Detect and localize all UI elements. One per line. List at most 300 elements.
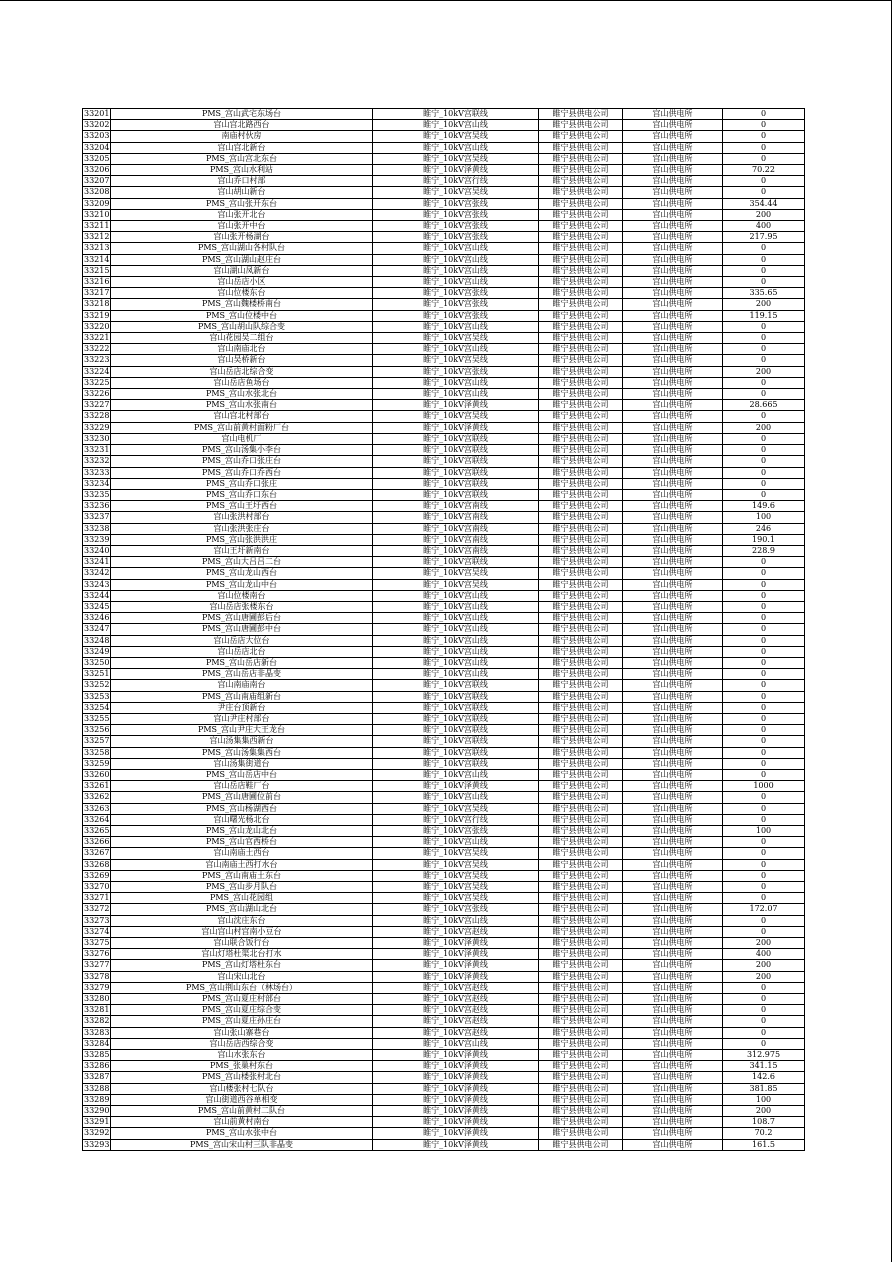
supply-office-cell: 宫山供电所 xyxy=(623,792,723,803)
row-id-cell: 33229 xyxy=(84,422,110,432)
table-row xyxy=(83,187,805,198)
value-cell: 70.2 xyxy=(723,1128,805,1139)
value-cell: 0 xyxy=(723,837,805,848)
station-name-cell: 宫山宫北新台 xyxy=(111,142,373,153)
table-row xyxy=(83,747,805,758)
station-name-cell: 宫山吴桥新台 xyxy=(111,355,373,366)
row-id-cell: 33225 xyxy=(84,377,110,387)
feeder-line-cell: 睢宁_10kV宫山线 xyxy=(373,321,539,332)
row-id-cell: 33279 xyxy=(84,982,110,992)
table-row xyxy=(83,467,805,478)
table-row xyxy=(83,198,805,209)
table-row xyxy=(83,333,805,344)
station-name-cell: 宫山南庙土西打水台 xyxy=(111,859,373,870)
station-name-cell: PMS_宫山湖山各村队台 xyxy=(111,243,373,254)
feeder-line-cell: 睢宁_10kV泽黄线 xyxy=(373,1139,539,1150)
company-cell: 睢宁县供电公司 xyxy=(539,1038,623,1049)
feeder-line-cell: 睢宁_10kV宫山线 xyxy=(373,243,539,254)
station-name-cell: 宫山位楼东台 xyxy=(111,288,373,299)
station-name-cell: 宫山宫北路西台 xyxy=(111,120,373,131)
value-cell: 0 xyxy=(723,624,805,635)
company-cell: 睢宁县供电公司 xyxy=(539,747,623,758)
value-cell: 400 xyxy=(723,221,805,232)
value-cell: 149.6 xyxy=(723,501,805,512)
feeder-line-cell: 睢宁_10kV宫张线 xyxy=(373,299,539,310)
row-id-cell: 33218 xyxy=(84,299,110,309)
station-name-cell: PMS_宫山乔口张庄台 xyxy=(111,456,373,467)
row-id-cell: 33283 xyxy=(84,1027,110,1037)
table-row xyxy=(83,165,805,176)
value-cell: 0 xyxy=(723,187,805,198)
value-cell: 0 xyxy=(723,635,805,646)
row-id-cell: 33293 xyxy=(84,1139,110,1149)
value-cell: 190.1 xyxy=(723,534,805,545)
feeder-line-cell: 睢宁_10kV宫张线 xyxy=(373,209,539,220)
table-row xyxy=(83,960,805,971)
value-cell: 200 xyxy=(723,938,805,949)
station-name-cell: PMS_宫山水张北台 xyxy=(111,389,373,400)
feeder-line-cell: 睢宁_10kV宫赵线 xyxy=(373,1016,539,1027)
feeder-line-cell: 睢宁_10kV宫山线 xyxy=(373,1038,539,1049)
table-row xyxy=(83,579,805,590)
value-cell: 0 xyxy=(723,646,805,657)
station-name-cell: PMS_宫山湖山赵庄台 xyxy=(111,254,373,265)
station-name-cell: 宫山岳店北综合变 xyxy=(111,366,373,377)
station-name-cell: 宫山南庙土西台 xyxy=(111,848,373,859)
table-row xyxy=(83,848,805,859)
company-cell: 睢宁县供电公司 xyxy=(539,882,623,893)
company-cell: 睢宁县供电公司 xyxy=(539,579,623,590)
row-id-cell: 33255 xyxy=(84,713,110,723)
supply-office-cell: 宫山供电所 xyxy=(623,557,723,568)
value-cell: 0 xyxy=(723,557,805,568)
supply-office-cell: 宫山供电所 xyxy=(623,187,723,198)
company-cell: 睢宁县供电公司 xyxy=(539,814,623,825)
station-name-cell: 尹庄台顶新台 xyxy=(111,702,373,713)
value-cell: 0 xyxy=(723,433,805,444)
row-id-cell: 33285 xyxy=(84,1050,110,1060)
row-id-cell: 33287 xyxy=(84,1072,110,1082)
table-row xyxy=(83,646,805,657)
supply-office-cell: 宫山供电所 xyxy=(623,310,723,321)
company-cell: 睢宁县供电公司 xyxy=(539,781,623,792)
value-cell: 200 xyxy=(723,971,805,982)
row-id-cell: 33266 xyxy=(84,837,110,847)
company-cell: 睢宁县供电公司 xyxy=(539,669,623,680)
station-name-cell: 宫山灯塔杜渠北台打水 xyxy=(111,949,373,960)
supply-office-cell: 宫山供电所 xyxy=(623,355,723,366)
value-cell: 1000 xyxy=(723,781,805,792)
station-name-cell: PMS_宫山岳店中台 xyxy=(111,769,373,780)
table-row xyxy=(83,120,805,131)
feeder-line-cell: 睢宁_10kV宫联线 xyxy=(373,557,539,568)
row-id-cell: 33252 xyxy=(84,680,110,690)
value-cell: 0 xyxy=(723,243,805,254)
station-name-cell: 宫山宋山北台 xyxy=(111,971,373,982)
station-name-cell: PMS_宫山灯塔杜东台 xyxy=(111,960,373,971)
feeder-line-cell: 睢宁_10kV宫山线 xyxy=(373,837,539,848)
row-id-cell: 33276 xyxy=(84,949,110,959)
table-row xyxy=(83,657,805,668)
row-id-cell: 33213 xyxy=(84,243,110,253)
feeder-line-cell: 睢宁_10kV泽黄线 xyxy=(373,1106,539,1117)
supply-office-cell: 宫山供电所 xyxy=(623,893,723,904)
table-row xyxy=(83,344,805,355)
station-name-cell: PMS_宫山宫北东台 xyxy=(111,153,373,164)
value-cell: 0 xyxy=(723,1027,805,1038)
feeder-line-cell: 睢宁_10kV宫联线 xyxy=(373,736,539,747)
company-cell: 睢宁县供电公司 xyxy=(539,904,623,915)
company-cell: 睢宁县供电公司 xyxy=(539,265,623,276)
row-id-cell: 33215 xyxy=(84,265,110,275)
company-cell: 睢宁县供电公司 xyxy=(539,1083,623,1094)
table-row xyxy=(83,389,805,400)
row-id-cell: 33272 xyxy=(84,904,110,914)
company-cell: 睢宁县供电公司 xyxy=(539,725,623,736)
row-id-cell: 33210 xyxy=(84,209,110,219)
row-id-cell: 33253 xyxy=(84,691,110,701)
station-name-cell: PMS_宫山龙山西台 xyxy=(111,568,373,579)
row-id-cell: 33206 xyxy=(84,165,110,175)
supply-office-cell: 宫山供电所 xyxy=(623,982,723,993)
feeder-line-cell: 睢宁_10kV宫张线 xyxy=(373,288,539,299)
row-id-cell: 33290 xyxy=(84,1106,110,1116)
company-cell: 睢宁县供电公司 xyxy=(539,1027,623,1038)
feeder-line-cell: 睢宁_10kV宫联线 xyxy=(373,478,539,489)
value-cell: 0 xyxy=(723,321,805,332)
row-id-cell: 33249 xyxy=(84,646,110,656)
feeder-line-cell: 睢宁_10kV宫张线 xyxy=(373,198,539,209)
supply-office-cell: 宫山供电所 xyxy=(623,669,723,680)
station-name-cell: PMS_宫山魏楼桥南台 xyxy=(111,299,373,310)
row-id-cell: 33271 xyxy=(84,893,110,903)
company-cell: 睢宁县供电公司 xyxy=(539,994,623,1005)
row-id-cell: 33201 xyxy=(84,109,110,118)
table-row xyxy=(83,232,805,243)
row-id-cell: 33220 xyxy=(84,321,110,331)
station-name-cell: PMS_宫山步月队台 xyxy=(111,882,373,893)
company-cell: 睢宁县供电公司 xyxy=(539,915,623,926)
feeder-line-cell: 睢宁_10kV宫联线 xyxy=(373,489,539,500)
row-id-cell: 33269 xyxy=(84,870,110,880)
company-cell: 睢宁县供电公司 xyxy=(539,165,623,176)
company-cell: 睢宁县供电公司 xyxy=(539,467,623,478)
station-name-cell: 宫山汤集集西新台 xyxy=(111,736,373,747)
row-id-cell: 33241 xyxy=(84,557,110,567)
company-cell: 睢宁县供电公司 xyxy=(539,277,623,288)
row-id-cell: 33292 xyxy=(84,1128,110,1138)
station-name-cell: 宫山汤集街道台 xyxy=(111,758,373,769)
supply-office-cell: 宫山供电所 xyxy=(623,411,723,422)
feeder-line-cell: 睢宁_10kV宫赵线 xyxy=(373,994,539,1005)
feeder-line-cell: 睢宁_10kV宫张线 xyxy=(373,310,539,321)
table-row xyxy=(83,1117,805,1128)
table-row xyxy=(83,1005,805,1016)
value-cell: 200 xyxy=(723,209,805,220)
row-id-cell: 33211 xyxy=(84,221,110,231)
company-cell: 睢宁县供电公司 xyxy=(539,769,623,780)
supply-office-cell: 宫山供电所 xyxy=(623,153,723,164)
table-row xyxy=(83,837,805,848)
feeder-line-cell: 睢宁_10kV宫联线 xyxy=(373,467,539,478)
station-name-cell: PMS_宫山唐圃彭后台 xyxy=(111,613,373,624)
row-id-cell: 33240 xyxy=(84,545,110,555)
station-name-cell: 宫山张洪村部台 xyxy=(111,512,373,523)
station-name-cell: PMS_宫山水张中台 xyxy=(111,1128,373,1139)
supply-office-cell: 宫山供电所 xyxy=(623,1139,723,1150)
feeder-line-cell: 睢宁_10kV宫联线 xyxy=(373,691,539,702)
company-cell: 睢宁县供电公司 xyxy=(539,209,623,220)
company-cell: 睢宁县供电公司 xyxy=(539,523,623,534)
row-id-cell: 33223 xyxy=(84,355,110,365)
supply-office-cell: 宫山供电所 xyxy=(623,624,723,635)
value-cell: 0 xyxy=(723,120,805,131)
station-name-cell: PMS_宫山龙山中台 xyxy=(111,579,373,590)
station-name-cell: PMS_宫山南庙组新台 xyxy=(111,691,373,702)
table-row xyxy=(83,221,805,232)
value-cell: 0 xyxy=(723,758,805,769)
supply-office-cell: 宫山供电所 xyxy=(623,198,723,209)
table-row xyxy=(83,882,805,893)
row-id-cell: 33243 xyxy=(84,579,110,589)
table-row xyxy=(83,601,805,612)
value-cell: 0 xyxy=(723,333,805,344)
table-row xyxy=(83,590,805,601)
table-row xyxy=(83,377,805,388)
station-name-cell: PMS_宫山武宅东场台 xyxy=(111,109,373,120)
feeder-line-cell: 睢宁_10kV宫联线 xyxy=(373,713,539,724)
supply-office-cell: 宫山供电所 xyxy=(623,389,723,400)
feeder-line-cell: 睢宁_10kV泽黄线 xyxy=(373,938,539,949)
row-id-cell: 33239 xyxy=(84,534,110,544)
feeder-line-cell: 睢宁_10kV泽黄线 xyxy=(373,781,539,792)
row-id-cell: 33282 xyxy=(84,1016,110,1026)
supply-office-cell: 宫山供电所 xyxy=(623,579,723,590)
station-name-cell: 宫山尹庄村部台 xyxy=(111,713,373,724)
supply-office-cell: 宫山供电所 xyxy=(623,288,723,299)
value-cell: 0 xyxy=(723,590,805,601)
row-id-cell: 33207 xyxy=(84,176,110,186)
feeder-line-cell: 睢宁_10kV宫南线 xyxy=(373,501,539,512)
station-name-cell: PMS_宫山前黄村二队台 xyxy=(111,1106,373,1117)
value-cell: 0 xyxy=(723,725,805,736)
table-row xyxy=(83,982,805,993)
feeder-line-cell: 睢宁_10kV宫南线 xyxy=(373,523,539,534)
row-id-cell: 33222 xyxy=(84,344,110,354)
table-row xyxy=(83,243,805,254)
station-name-cell: 宫山湖山凤新台 xyxy=(111,265,373,276)
company-cell: 睢宁县供电公司 xyxy=(539,366,623,377)
supply-office-cell: 宫山供电所 xyxy=(623,1106,723,1117)
table-row xyxy=(83,355,805,366)
row-id-cell: 33217 xyxy=(84,288,110,298)
value-cell: 0 xyxy=(723,613,805,624)
table-row xyxy=(83,938,805,949)
supply-office-cell: 宫山供电所 xyxy=(623,781,723,792)
value-cell: 0 xyxy=(723,657,805,668)
company-cell: 睢宁县供电公司 xyxy=(539,624,623,635)
company-cell: 睢宁县供电公司 xyxy=(539,288,623,299)
table-row xyxy=(83,433,805,444)
table-row xyxy=(83,288,805,299)
station-name-cell: PMS_宫山水利站 xyxy=(111,165,373,176)
feeder-line-cell: 睢宁_10kV泽黄线 xyxy=(373,949,539,960)
table-row xyxy=(83,926,805,937)
table-row xyxy=(83,736,805,747)
supply-office-cell: 宫山供电所 xyxy=(623,321,723,332)
company-cell: 睢宁县供电公司 xyxy=(539,512,623,523)
table-row xyxy=(83,411,805,422)
table-row xyxy=(83,310,805,321)
table-row xyxy=(83,769,805,780)
feeder-line-cell: 睢宁_10kV宫山线 xyxy=(373,601,539,612)
feeder-line-cell: 睢宁_10kV宫联线 xyxy=(373,758,539,769)
station-name-cell: 宫山张山寨巷台 xyxy=(111,1027,373,1038)
company-cell: 睢宁县供电公司 xyxy=(539,982,623,993)
table-row xyxy=(83,366,805,377)
company-cell: 睢宁县供电公司 xyxy=(539,870,623,881)
table-row xyxy=(83,758,805,769)
feeder-line-cell: 睢宁_10kV泽黄线 xyxy=(373,1128,539,1139)
table-row xyxy=(83,669,805,680)
supply-office-cell: 宫山供电所 xyxy=(623,747,723,758)
feeder-line-cell: 睢宁_10kV宫吴线 xyxy=(373,411,539,422)
feeder-line-cell: 睢宁_10kV宫赵线 xyxy=(373,982,539,993)
supply-office-cell: 宫山供电所 xyxy=(623,1027,723,1038)
table-row xyxy=(83,859,805,870)
supply-office-cell: 宫山供电所 xyxy=(623,176,723,187)
station-name-cell: PMS_宫山王圩西台 xyxy=(111,501,373,512)
company-cell: 睢宁县供电公司 xyxy=(539,187,623,198)
feeder-line-cell: 睢宁_10kV宫山线 xyxy=(373,254,539,265)
company-cell: 睢宁县供电公司 xyxy=(539,971,623,982)
value-cell: 0 xyxy=(723,176,805,187)
value-cell: 0 xyxy=(723,478,805,489)
value-cell: 354.44 xyxy=(723,198,805,209)
row-id-cell: 33231 xyxy=(84,445,110,455)
company-cell: 睢宁县供电公司 xyxy=(539,299,623,310)
supply-office-cell: 宫山供电所 xyxy=(623,938,723,949)
company-cell: 睢宁县供电公司 xyxy=(539,1061,623,1072)
station-name-cell: PMS_宫山楼张村北台 xyxy=(111,1072,373,1083)
value-cell: 0 xyxy=(723,131,805,142)
row-id-cell: 33224 xyxy=(84,366,110,376)
supply-office-cell: 宫山供电所 xyxy=(623,657,723,668)
row-id-cell: 33280 xyxy=(84,994,110,1004)
station-name-cell: PMS_宫山汤集小李台 xyxy=(111,445,373,456)
station-name-cell: PMS_张巢村东台 xyxy=(111,1061,373,1072)
company-cell: 睢宁县供电公司 xyxy=(539,680,623,691)
station-name-cell: PMS_宫山乔口乔西台 xyxy=(111,467,373,478)
table-row xyxy=(83,131,805,142)
company-cell: 睢宁县供电公司 xyxy=(539,792,623,803)
feeder-line-cell: 睢宁_10kV宫联线 xyxy=(373,109,539,120)
feeder-line-cell: 睢宁_10kV宫山线 xyxy=(373,769,539,780)
supply-office-cell: 宫山供电所 xyxy=(623,713,723,724)
company-cell: 睢宁县供电公司 xyxy=(539,321,623,332)
feeder-line-cell: 睢宁_10kV宫吴线 xyxy=(373,153,539,164)
table-row xyxy=(83,803,805,814)
station-name-cell: PMS_宫山南庙土东台 xyxy=(111,870,373,881)
row-id-cell: 33278 xyxy=(84,971,110,981)
company-cell: 睢宁县供电公司 xyxy=(539,1106,623,1117)
row-id-cell: 33214 xyxy=(84,254,110,264)
station-name-cell: 宫山胡山新台 xyxy=(111,187,373,198)
company-cell: 睢宁县供电公司 xyxy=(539,153,623,164)
feeder-line-cell: 睢宁_10kV泽黄线 xyxy=(373,1083,539,1094)
feeder-line-cell: 睢宁_10kV泽黄线 xyxy=(373,400,539,411)
value-cell: 28.665 xyxy=(723,400,805,411)
feeder-line-cell: 睢宁_10kV宫吴线 xyxy=(373,893,539,904)
row-id-cell: 33291 xyxy=(84,1117,110,1127)
supply-office-cell: 宫山供电所 xyxy=(623,971,723,982)
station-name-cell: PMS_宫山尹庄大王龙台 xyxy=(111,725,373,736)
company-cell: 睢宁县供电公司 xyxy=(539,1128,623,1139)
table-row xyxy=(83,478,805,489)
value-cell: 0 xyxy=(723,344,805,355)
table-row xyxy=(83,635,805,646)
company-cell: 睢宁县供电公司 xyxy=(539,1005,623,1016)
row-id-cell: 33261 xyxy=(84,781,110,791)
row-id-cell: 33233 xyxy=(84,467,110,477)
station-name-cell: PMS_宫山岳店新台 xyxy=(111,657,373,668)
supply-office-cell: 宫山供电所 xyxy=(623,926,723,937)
row-id-cell: 33205 xyxy=(84,153,110,163)
supply-office-cell: 宫山供电所 xyxy=(623,232,723,243)
table-row xyxy=(83,176,805,187)
company-cell: 睢宁县供电公司 xyxy=(539,568,623,579)
row-id-cell: 33281 xyxy=(84,1005,110,1015)
feeder-line-cell: 睢宁_10kV宫吴线 xyxy=(373,355,539,366)
table-row xyxy=(83,781,805,792)
table-row xyxy=(83,277,805,288)
row-id-cell: 33234 xyxy=(84,478,110,488)
station-name-cell: 宫山岳店大位台 xyxy=(111,635,373,646)
table-row xyxy=(83,1016,805,1027)
company-cell: 睢宁县供电公司 xyxy=(539,590,623,601)
value-cell: 0 xyxy=(723,736,805,747)
company-cell: 睢宁县供电公司 xyxy=(539,221,623,232)
supply-office-cell: 宫山供电所 xyxy=(623,814,723,825)
table-body xyxy=(83,109,805,1151)
supply-office-cell: 宫山供电所 xyxy=(623,333,723,344)
station-name-cell: PMS_宫山张洪洪庄 xyxy=(111,534,373,545)
feeder-line-cell: 睢宁_10kV宫南线 xyxy=(373,512,539,523)
feeder-line-cell: 睢宁_10kV宫山线 xyxy=(373,635,539,646)
station-name-cell: PMS_宫山唐圃彭中台 xyxy=(111,624,373,635)
value-cell: 312.975 xyxy=(723,1050,805,1061)
value-cell: 0 xyxy=(723,680,805,691)
table-row xyxy=(83,489,805,500)
table-row xyxy=(83,702,805,713)
value-cell: 0 xyxy=(723,1038,805,1049)
station-name-cell: 宫山岳店北台 xyxy=(111,646,373,657)
station-name-cell: PMS_宫山夏庄村部台 xyxy=(111,994,373,1005)
table-row xyxy=(83,792,805,803)
supply-office-cell: 宫山供电所 xyxy=(623,601,723,612)
feeder-line-cell: 睢宁_10kV泽黄线 xyxy=(373,1072,539,1083)
value-cell: 0 xyxy=(723,153,805,164)
company-cell: 睢宁县供电公司 xyxy=(539,489,623,500)
feeder-line-cell: 睢宁_10kV宫山线 xyxy=(373,142,539,153)
row-id-cell: 33219 xyxy=(84,310,110,320)
station-name-cell: 宫山沈庄东台 xyxy=(111,915,373,926)
feeder-line-cell: 睢宁_10kV宫赵线 xyxy=(373,1027,539,1038)
company-cell: 睢宁县供电公司 xyxy=(539,198,623,209)
station-name-cell: 宫山岳店鞋厂台 xyxy=(111,781,373,792)
value-cell: 108.7 xyxy=(723,1117,805,1128)
table-row xyxy=(83,624,805,635)
